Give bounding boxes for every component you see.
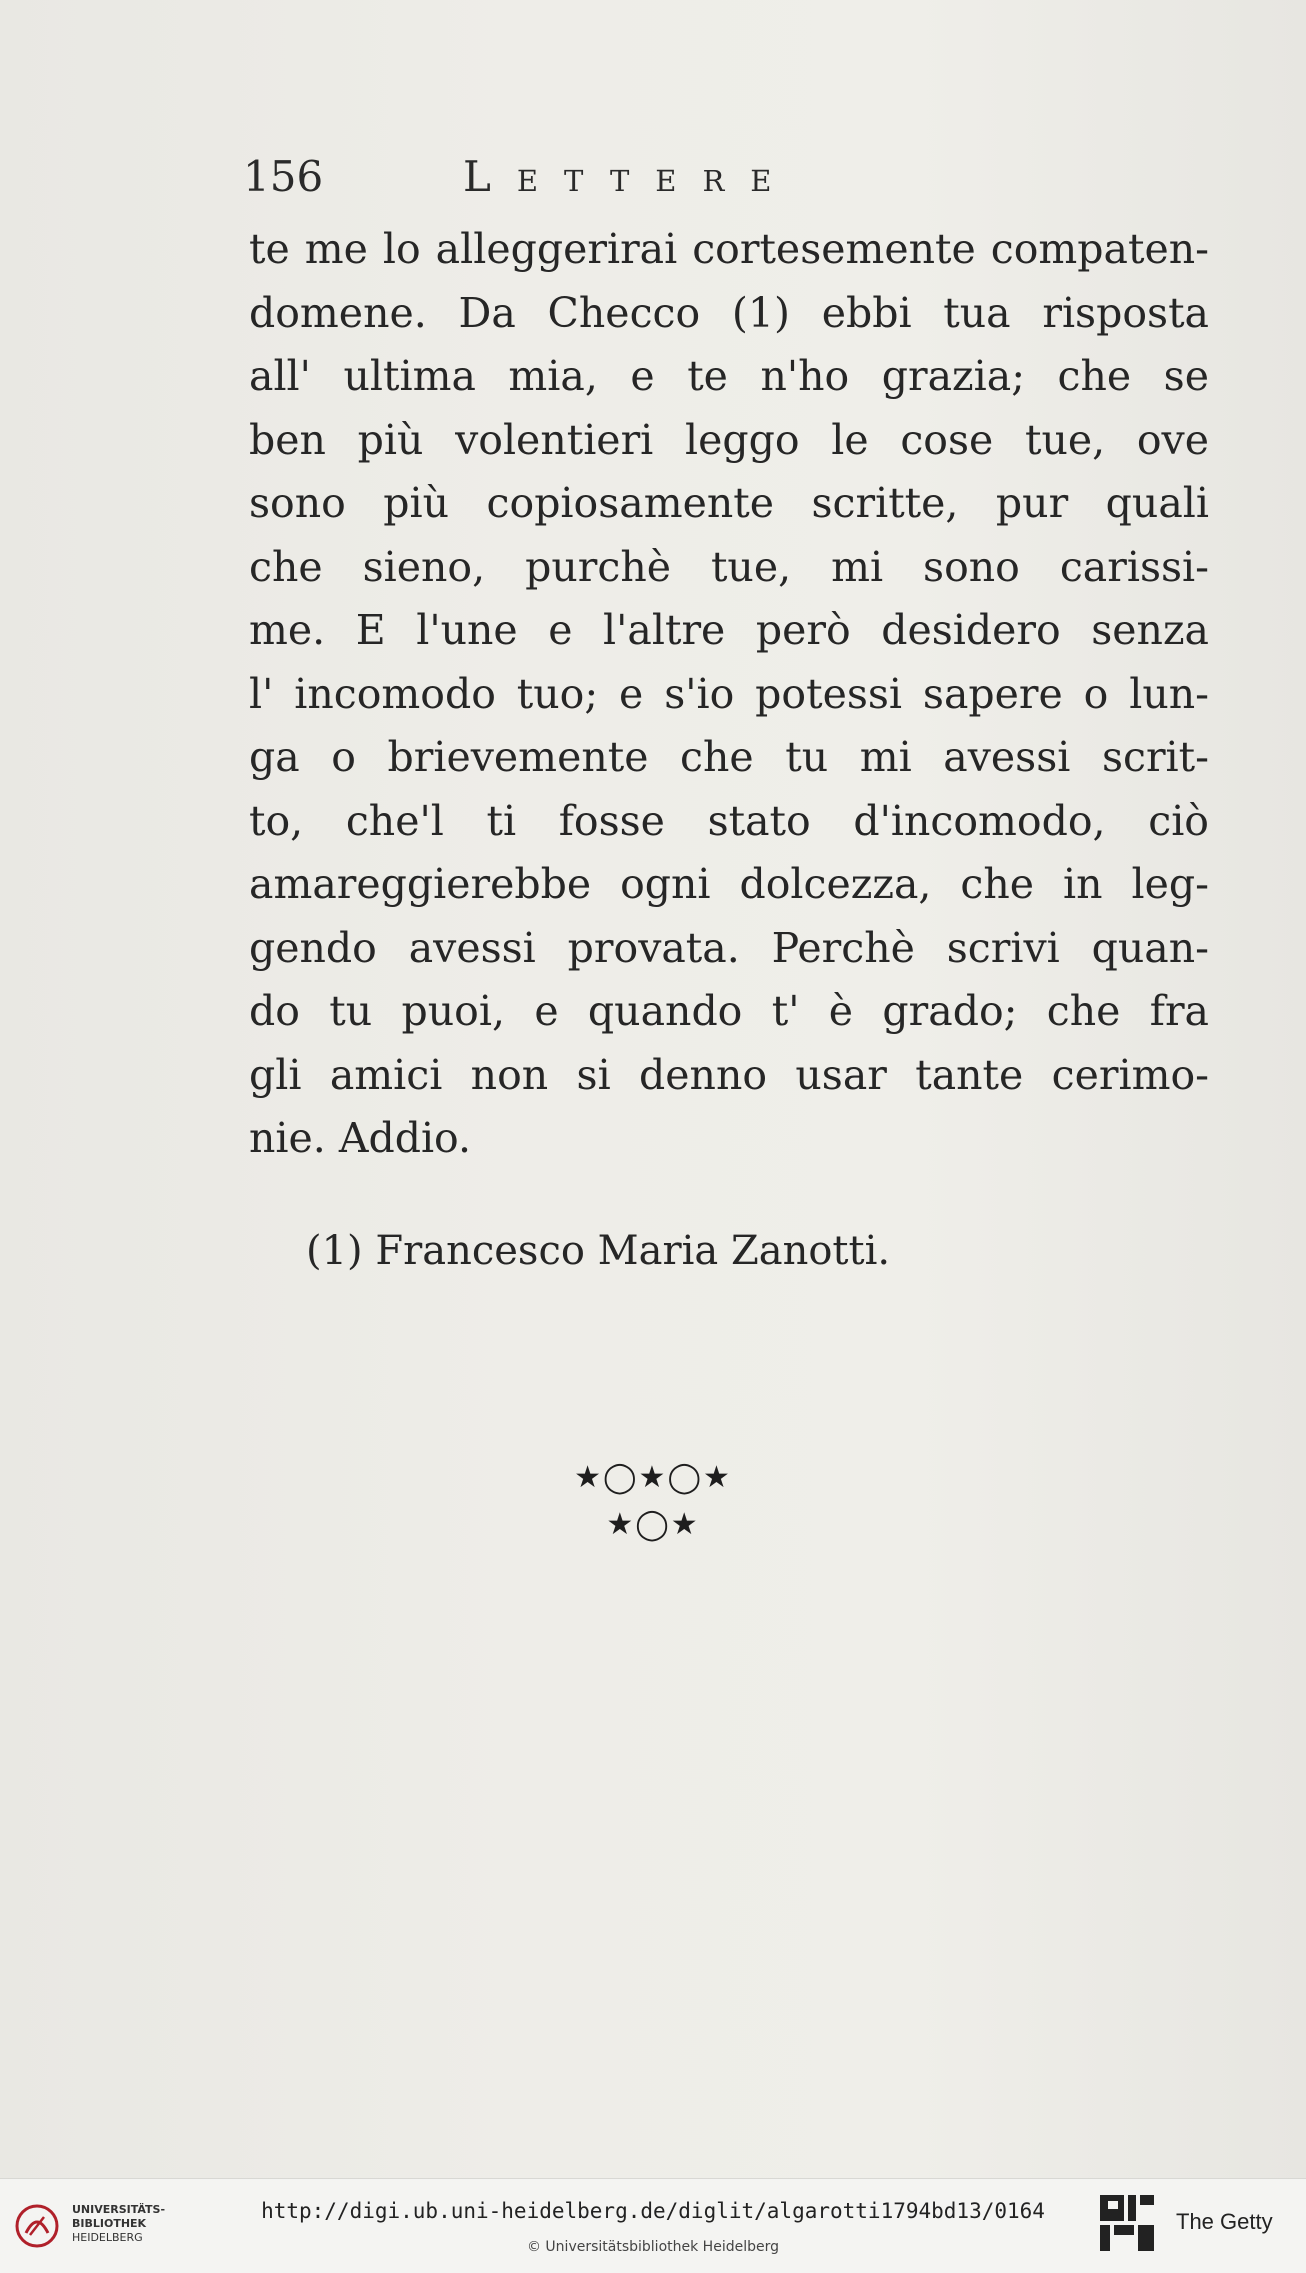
running-head	[243, 152, 797, 201]
text-line: all' ultima mia, e te n'ho grazia; che se	[249, 352, 1209, 400]
library-name-line-2: BIBLIOTHEK	[72, 2217, 147, 2230]
text-line: l' incomodo tuo; e s'io potessi sapere o lun-	[249, 669, 1209, 718]
permalink-url[interactable]: http://digi.ub.uni-heidelberg.de/diglit/algarotti1794bd13/0164	[261, 2199, 1045, 2223]
ornament-row-2: ★◯★	[606, 1507, 700, 1542]
text-line: ben più volentieri leggo le cose tue, ove	[249, 415, 1209, 464]
copyright-notice: © Universitätsbibliothek Heidelberg	[526, 2239, 779, 2255]
text-line: gli amici non si denno usar tante cerimo-	[249, 1050, 1209, 1099]
library-name-line-3: HEIDELBERG	[72, 2231, 143, 2244]
text-line: sono più copiosamente scritte, pur quali	[249, 479, 1209, 527]
footer-bar	[0, 2178, 1306, 2273]
sponsor-name: The Getty	[1176, 2209, 1273, 2234]
text-line: amareggierebbe ogni dolcezza, che in leg-	[249, 860, 1209, 908]
text-line: gendo avessi provata. Perchè scrivi quan-	[249, 923, 1209, 972]
page-number: 156	[243, 152, 324, 201]
text-line: me. E l'une e l'altre però desidero senza	[249, 606, 1209, 654]
library-name-line-1: UNIVERSITÄTS-	[72, 2203, 166, 2216]
getty-logo-icon[interactable]	[1098, 2193, 1156, 2253]
text-line: do tu puoi, e quando t' è grado; che fra	[249, 987, 1209, 1035]
text-line: te me lo alleggerirai cortesemente compaten-	[249, 225, 1209, 273]
letter-body	[249, 218, 1209, 1171]
text-line: to, che'l ti fosse stato d'incomodo, ciò	[249, 796, 1209, 845]
footnote: (1) Francesco Maria Zanotti.	[306, 1228, 891, 1274]
text-line: nie. Addio.	[249, 1114, 472, 1162]
text-line: ga o brievemente che tu mi avessi scrit-	[249, 733, 1209, 781]
ornament-row-1: ★◯★◯★	[574, 1460, 732, 1495]
running-title: Lettere	[463, 152, 798, 201]
text-line: che sieno, purchè tue, mi sono carissi-	[249, 542, 1209, 591]
text-line: domene. Da Checco (1) ebbi tua risposta	[249, 288, 1209, 337]
